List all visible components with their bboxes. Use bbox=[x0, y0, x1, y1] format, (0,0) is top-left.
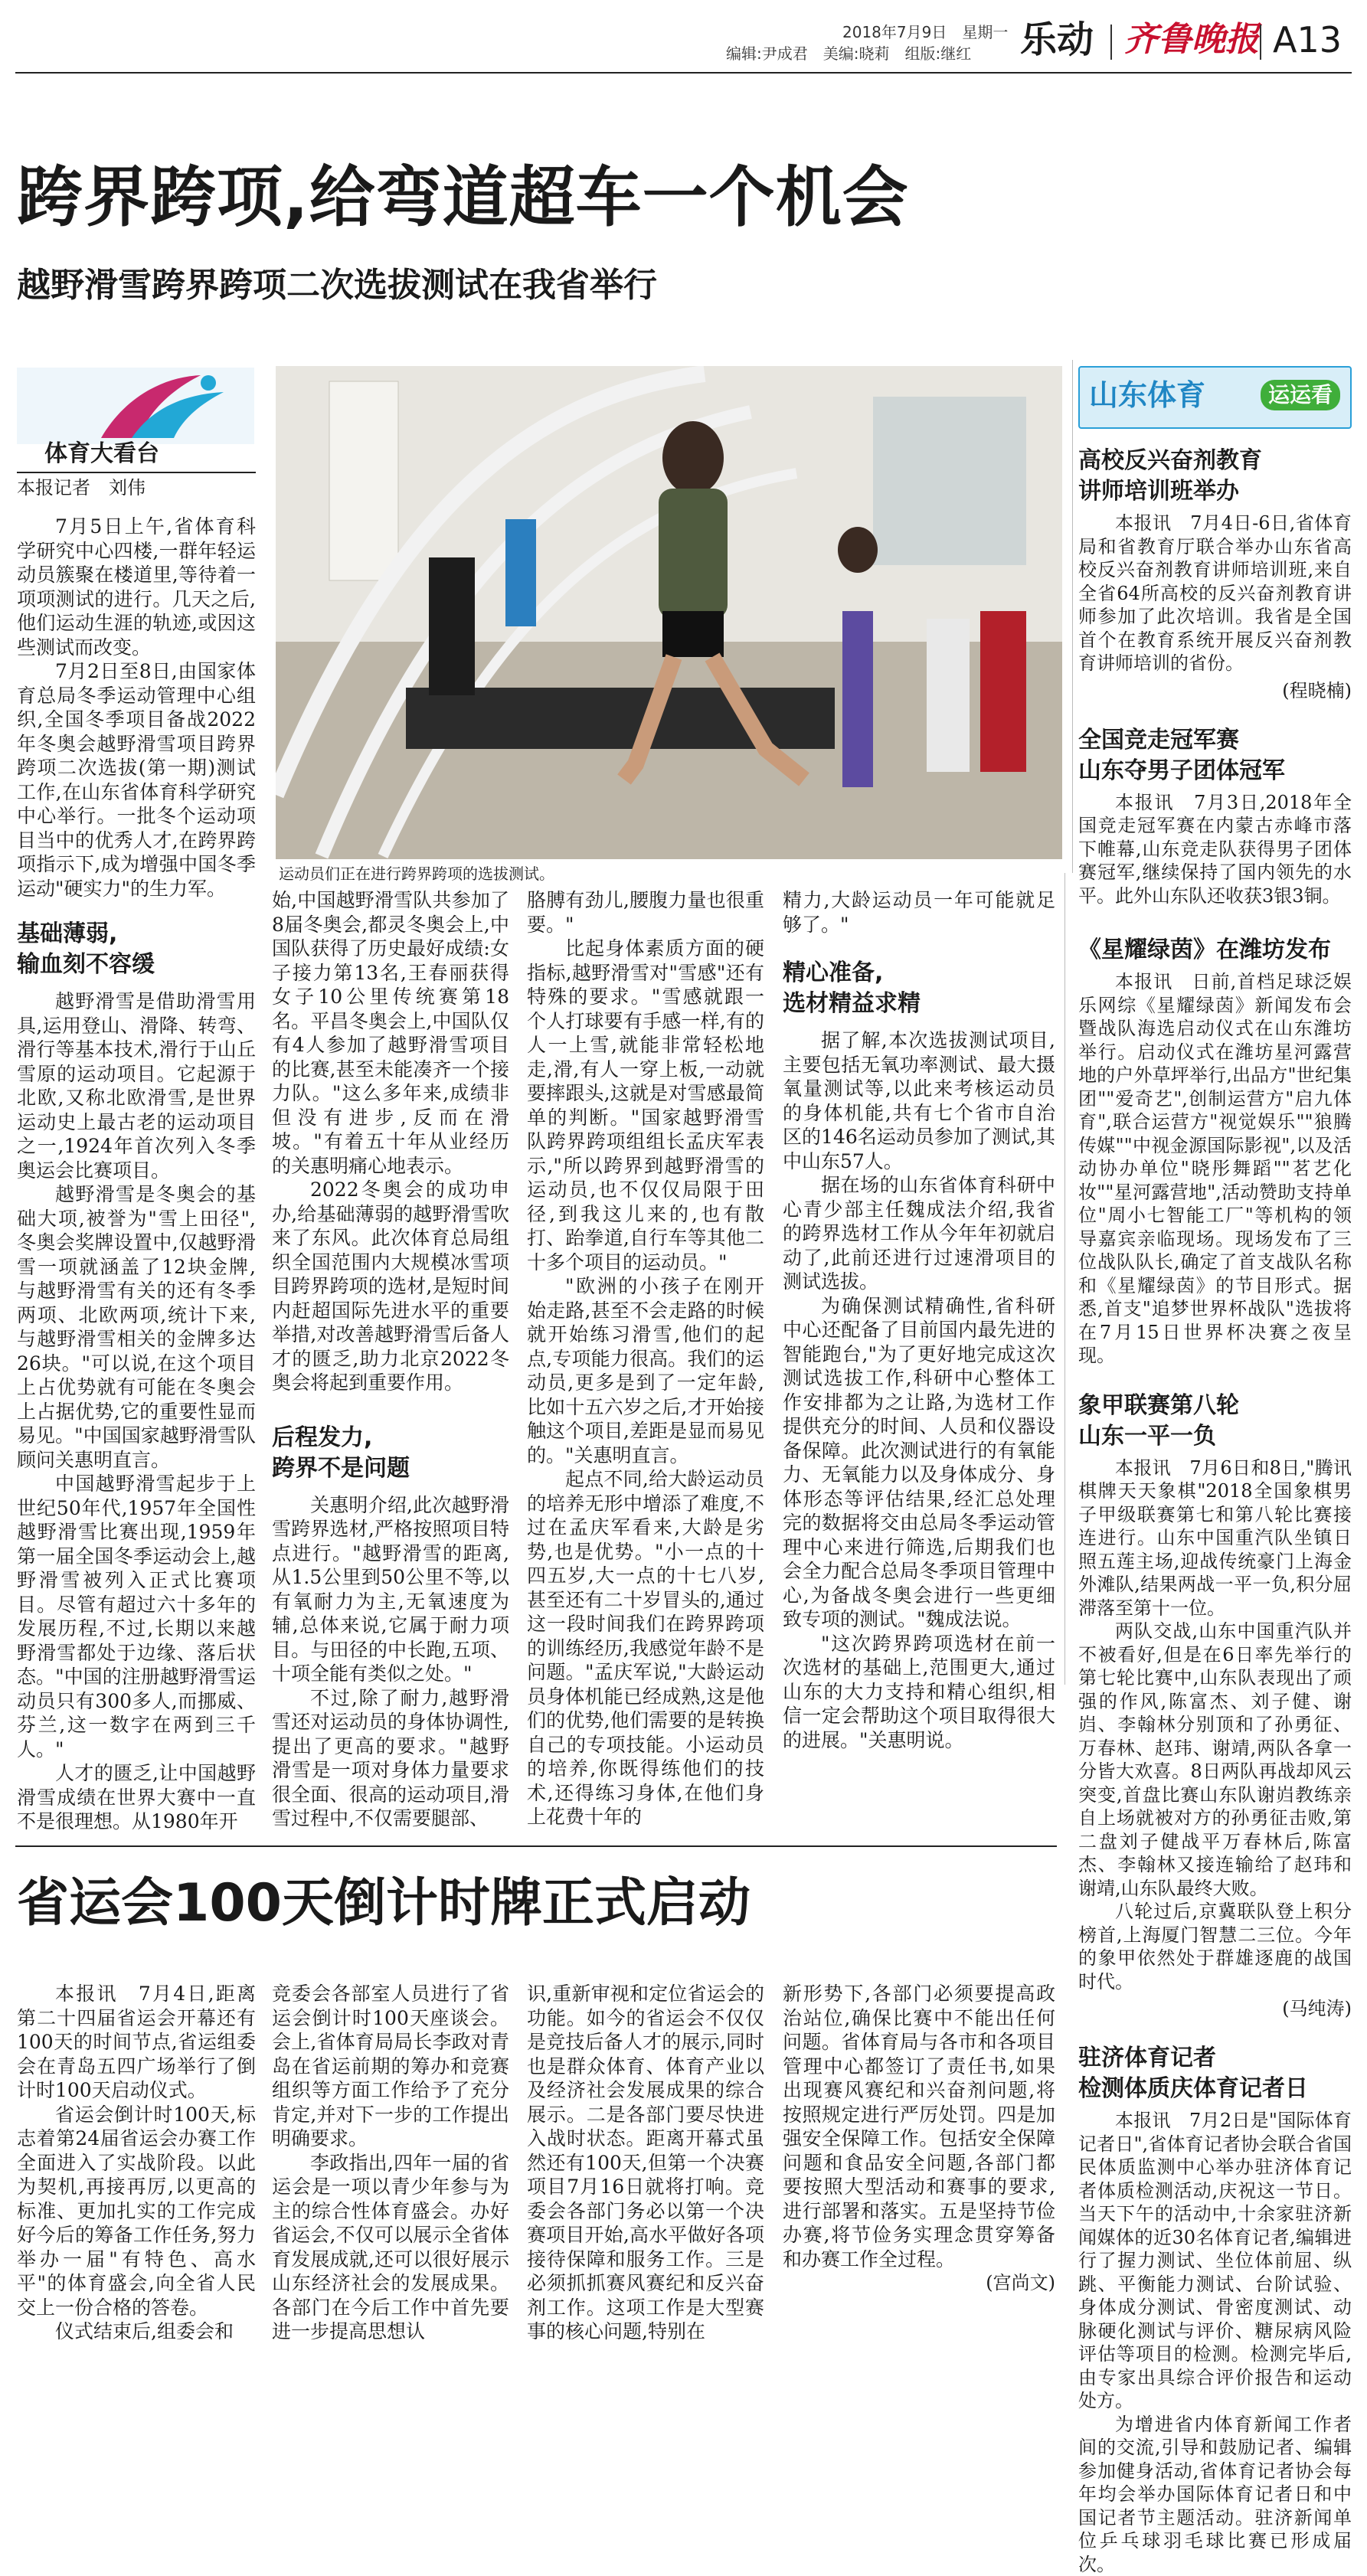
paragraph: 2022冬奥会的成功申办,给基础薄弱的越野滑雪吹来了东风。此次体育总局组织全国范围内大规模冰雪项目跨界跨项的选材,是短时间内赶超国际先进水平的重要举措,对改善越野滑雪后备人才的匮乏,助力北京2022冬奥会将起到重要作用。 bbox=[272, 1178, 509, 1395]
bottom-col1 bbox=[17, 1982, 256, 2344]
top-col2 bbox=[272, 888, 509, 1831]
paragraph: 本报讯 7月6日和8日,"腾讯棋牌天天象棋"2018全国象棋男子甲级联赛第七和第八轮比赛接连进行。山东中国重汽队坐镇日照五莲主场,迎战传统豪门上海金外滩队,结果两战一平一负,积分屈滞落至第十一位。 bbox=[1078, 1456, 1352, 1620]
paragraph: 中国越野滑雪起步于上世纪50年代,1957年全国性越野滑雪比赛出现,1959年第一届全国冬季运动会上,越野滑雪被列入正式比赛项目。尽管有超过六十多年的发展历程,不过,长期以来越野滑雪都处于边缘、落后状态。"中国的注册越野滑雪运动员只有300多人,而挪威、芬兰,这一数字在两到三千人。" bbox=[17, 1472, 256, 1761]
paragraph: 关惠明介绍,此次越野滑雪跨界选材,严格按照项目特点进行。"越野滑雪的距离,从1.5公里到50公里不等,以有氧耐力为主,无氧速度为辅,总体来说,它属于耐力项目。与田径的中长跑,五项、十项全能有类似之处。" bbox=[272, 1493, 509, 1686]
subhead-2: 后程发力, 跨界不是问题 bbox=[272, 1423, 509, 1484]
subhead-1: 基础薄弱, 输血刻不容缓 bbox=[17, 919, 256, 980]
bottom-headline: 省运会100天倒计时牌正式启动 bbox=[17, 1873, 751, 1934]
sidebar bbox=[1078, 366, 1352, 2576]
paragraph: 本报讯 7月3日,2018年全国竞走冠军赛在内蒙古赤峰市落下帷幕,山东竞走队获得男子团体赛冠军,继续保持了国内领先的水平。此外山东队还收获3银3铜。 bbox=[1078, 791, 1352, 908]
sidebar-banner-badge: 运运看 bbox=[1261, 380, 1340, 410]
top-col1-intro bbox=[17, 515, 256, 901]
masthead-date: 2018年7月9日 星期一 bbox=[842, 20, 1008, 42]
paragraph: "这次跨界跨项选材在前一次选材的基础上,范围更大,通过山东的大力支持和精心组织,相信一定会帮助这个项目取得很大的进展。"关惠明说。 bbox=[783, 1632, 1055, 1753]
paragraph: 据了解,本次选拔测试项目,主要包括无氧功率测试、最大摄氧量测试等,以此来考核运动员的身体机能,共有七个省市自治区的146名运动员参加了测试,其中山东57人。 bbox=[783, 1028, 1055, 1173]
paragraph: 不过,除了耐力,越野滑雪还对运动员的身体协调性,提出了更高的要求。"越野滑雪是一项对身体力量要求很全面、很高的运动项目,滑雪过程中,不仅需要腿部、 bbox=[272, 1686, 509, 1831]
sidebar-item bbox=[1078, 446, 1352, 702]
top-headline: 跨界跨项,给弯道超车一个机会 bbox=[17, 159, 909, 236]
column-logo bbox=[17, 368, 254, 467]
paragraph: 为增进省内体育新闻工作者间的交流,引导和鼓励记者、编辑参加健身活动,省体育记者协会每年均会举办国际体育记者日和中国记者节主题活动。驻济新闻单位乒乓球羽毛球比赛已形成届次。 bbox=[1078, 2413, 1352, 2576]
column-logo-label: 体育大看台 bbox=[44, 441, 159, 467]
bottom-story-rule bbox=[15, 1845, 1057, 1847]
paragraph: 识,重新审视和定位省运会的功能。如今的省运会不仅仅是竞技后备人才的展示,同时也是群众体育、体育产业以及经济社会发展成果的综合展示。二是各部门要尽快进入战时状态。距离开幕式虽然还有100天,但第一个决赛项目7月16日就将打响。竞委会各部门务必以第一个决赛项目开始,高水平做好各项接待保障和服务工作。三是必须抓抓赛风赛纪和反兴奋剂工作。这项工作是大型赛事的核心问题,特别在 bbox=[527, 1982, 764, 2344]
top-col4 bbox=[783, 888, 1055, 1752]
masthead-rule bbox=[15, 72, 1352, 74]
sidebar-item-title: 象甲联赛第八轮 山东一平一负 bbox=[1078, 1391, 1352, 1452]
sidebar-banner bbox=[1078, 366, 1352, 429]
sidebar-banner-title: 山东体育 bbox=[1089, 377, 1205, 414]
sidebar-item-signature: (马纯涛) bbox=[1078, 1993, 1352, 2020]
paragraph: 人才的匮乏,让中国越野滑雪成绩在世界大赛中一直不是很理想。从1980年开 bbox=[17, 1761, 256, 1834]
paragraph: 起点不同,给大龄运动员的培养无形中增添了难度,不过在孟庆军看来,大龄是劣势,也是优势。"小一点的十四五岁,大一点的十七八岁,甚至还有二十岁冒头的,通过这一段时间我们在跨界跨项的训练经历,我感觉年龄不是问题。"孟庆军说,"大龄运动员身体机能已经成熟,这是他们的优势,他们需要的是转换自己的专项技能。小运动员的培养,你既得练他们的技术,还得练习身体,在他们身上花费十年的 bbox=[527, 1467, 764, 1829]
top-photo bbox=[276, 366, 1062, 859]
masthead-divider-2 bbox=[1260, 25, 1261, 60]
bottom-col2 bbox=[272, 1982, 509, 2344]
paragraph: 两队交战,山东中国重汽队并不被看好,但是在6日率先举行的第七轮比赛中,山东队表现出了顽强的作风,陈富杰、刘子健、谢岿、李翰林分别顶和了孙勇征、万春林、赵玮、谢靖,两队各拿一分皆大欢喜。8日两队再战却风云突变,首盘比赛山东队谢岿教练亲自上场就被对方的孙勇征击败,第二盘刘子健战平万春林后,陈富杰、李翰林又接连输给了赵玮和谢靖,山东队最终大败。 bbox=[1078, 1620, 1352, 1900]
paragraph: 7月2日至8日,由国家体育总局冬季运动管理中心组织,全国冬季项目备战2022年冬奥会越野滑雪项目跨界跨项二次选拔(第一期)测试工作,在山东省体育科学研究中心举行。一批冬个运动项目当中的优秀人才,在跨界跨项指示下,成为增强中国冬季运动"硬实力"的生力军。 bbox=[17, 659, 256, 901]
sidebar-divider-top bbox=[1072, 360, 1073, 873]
bottom-col4 bbox=[783, 1982, 1055, 2296]
top-subheadline: 越野滑雪跨界跨项二次选拔测试在我省举行 bbox=[17, 265, 657, 306]
paragraph: 仪式结束后,组委会和 bbox=[17, 2319, 256, 2344]
paragraph: 竞委会各部室人员进行了省运会倒计时100天座谈会。会上,省体育局局长李政对青岛在省运前期的筹办和竞赛组织等方面工作给予了充分肯定,并对下一步的工作提出明确要求。 bbox=[272, 1982, 509, 2151]
sidebar-item bbox=[1078, 2043, 1352, 2576]
paragraph: 7月5日上午,省体育科学研究中心四楼,一群年轻运动员簇聚在楼道里,等待着一项项测试的进行。几天之后,他们运动生涯的轨迹,或因这些测试而改变。 bbox=[17, 515, 256, 659]
paragraph: 为确保测试精确性,省科研中心还配备了目前国内最先进的智能跑台,"为了更好地完成这次测试选拔工作,科研中心整体工作安排都为之让路,为选材工作提供充分的时间、人员和仪器设备保障。此次测试进行的有氧能力、无氧能力以及身体成分、身体形态等评估结果,经汇总处理完的数据将交由总局冬季运动管理中心来进行筛选,后期我们也会全力配合总局冬季项目管理中心,为备战冬奥会进行一些更细致专项的测试。"魏成法说。 bbox=[783, 1294, 1055, 1632]
photo-caption: 运动员们正在进行跨界跨项的选拔测试。 bbox=[279, 864, 554, 884]
sidebar-divider bbox=[1064, 873, 1065, 1685]
paragraph: 精力,大龄运动员一年可能就足够了。" bbox=[783, 888, 1055, 937]
paragraph: 新形势下,各部门必须要提高政治站位,确保比赛中不能出任何问题。省体育局与各市和各项目管理中心都签订了责任书,如果出现赛风赛纪和兴奋剂问题,将按照规定进行严厉处罚。四是加强安全保障工作。包括安全保障问题和食品安全问题,各部门都要按照大型活动和赛事的要求,进行部署和落实。五是坚持节俭办赛,将节俭务实理念贯穿筹备和办赛工作全过程。 bbox=[783, 1982, 1055, 2271]
paragraph: "欧洲的小孩子在刚开始走路,甚至不会走路的时候就开始练习滑雪,他们的起点,专项能力很高。我们的运动员,更多是到了一定年龄,比如十五六岁之后,才开始接触这个项目,差距是显而易见的。"关惠明直言。 bbox=[527, 1274, 764, 1467]
sidebar-item bbox=[1078, 1391, 1352, 2021]
subhead-3: 精心准备, 选材精益求精 bbox=[783, 958, 1055, 1019]
paragraph: 八轮过后,京冀联队登上积分榜首,上海厦门智慧二三位。今年的象甲依然处于群雄逐鹿的战国时代。 bbox=[1078, 1900, 1352, 1993]
paragraph: 本报讯 7月2日是"国际体育记者日",省体育记者协会联合省国民体质监测中心举办驻济体育记者体质检测活动,庆祝这一节日。当天下午的活动中,十余家驻济新闻媒体的近30名体育记者,编辑进行了握力测试、坐位体前屈、纵跳、平衡能力测试、台阶试验、身体成分测试、骨密度测试、动脉硬化测试与评价、糖尿病风险评估等项目的检测。检测完毕后,由专家出具综合评价报告和运动处方。 bbox=[1078, 2109, 1352, 2413]
masthead-divider-1 bbox=[1110, 25, 1112, 60]
top-byline: 本报记者 刘伟 bbox=[17, 476, 146, 499]
paragraph: 本报讯 7月4日-6日,省体育局和省教育厅联合举办山东省高校反兴奋剂教育讲师培训班,来自全省64所高校的反兴奋剂教育讲师参加了此次培训。我省是全国首个在教育系统开展反兴奋剂教育讲师培训的省份。 bbox=[1078, 512, 1352, 675]
sidebar-item-title: 《星耀绿茵》在潍坊发布 bbox=[1078, 935, 1352, 966]
masthead-section: 乐动 bbox=[1020, 18, 1094, 61]
paragraph: 据在场的山东省体育科研中心青少部主任魏成法介绍,我省的跨界选材工作从今年年初就启动了,此前还进行过速滑项目的测试选拔。 bbox=[783, 1173, 1055, 1294]
masthead bbox=[0, 0, 1367, 77]
bottom-col3 bbox=[527, 1982, 764, 2344]
sidebar-item bbox=[1078, 725, 1352, 908]
paragraph: 省运会倒计时100天,标志着第24届省运会办赛工作全面进入了实战阶段。以此为契机,再接再厉,以更高的标准、更加扎实的工作完成好今后的筹备工作任务,努力举办一届"有特色、高水平"的体育盛会,向全省人民交上一份合格的答卷。 bbox=[17, 2103, 256, 2320]
byline-rule bbox=[17, 472, 256, 473]
masthead-editors: 编辑:尹成君 美编:晓莉 组版:继红 bbox=[726, 41, 971, 64]
sidebar-item-title: 全国竞走冠军赛 山东夺男子团体冠军 bbox=[1078, 725, 1352, 786]
paper-logo: 齐鲁晚报 bbox=[1124, 20, 1259, 60]
paragraph: 始,中国越野滑雪队共参加了8届冬奥会,都灵冬奥会上,中国队获得了历史最好成绩:女子接力第13名,王春丽获得女子10公里传统赛第18名。平昌冬奥会上,中国队仅有4人参加了越野滑雪项目的比赛,甚至未能凑齐一个接力队。"这么多年来,成绩非但没有进步,反而在滑坡。"有着五十年从业经历的关惠明痛心地表示。 bbox=[272, 888, 509, 1178]
column-logo-icon bbox=[17, 368, 254, 444]
paragraph: 本报讯 日前,首档足球泛娱乐网综《星耀绿茵》新闻发布会暨战队海选启动仪式在山东潍坊举行。启动仪式在潍坊星河露营地的户外草坪举行,出品方"世纪集团""爱奇艺",创制运营方"启九体育",联合运营方"视觉娱乐""狼腾传媒""中视金源国际影视",以及活动协办单位"晓彤舞蹈""茗艺化妆""星河露营地",活动赞助支持单位"周小七智能工厂"等机构的领导嘉宾亲临现场。现场发布了三位战队队长,确定了首支战队名称和《星耀绿茵》的节目形式。据悉,首支"追梦世界杯战队"选拔将在7月15日世界杯决赛之夜呈现。 bbox=[1078, 970, 1352, 1368]
page-code: A13 bbox=[1273, 18, 1342, 61]
paragraph: 越野滑雪是借助滑雪用具,运用登山、滑降、转弯、滑行等基本技术,滑行于山丘雪原的运动项目。它起源于北欧,又称北欧滑雪,是世界运动史上最古老的运动项目之一,1924年首次列入冬季奥运会比赛项目。 bbox=[17, 989, 256, 1182]
top-col3 bbox=[527, 888, 764, 1829]
athlete-treadmill-photo bbox=[276, 366, 1062, 859]
top-col1 bbox=[17, 919, 256, 1834]
sidebar-item-signature: (程晓楠) bbox=[1078, 675, 1352, 702]
sidebar-item-title: 驻济体育记者 检测体质庆体育记者日 bbox=[1078, 2043, 1352, 2104]
sidebar-item-title: 高校反兴奋剂教育 讲师培训班举办 bbox=[1078, 446, 1352, 507]
paragraph: 比起身体素质方面的硬指标,越野滑雪对"雪感"还有特殊的要求。"雪感就跟一个人打球要有手感一样,有的人一上雪,就能非常轻松地走,滑,有人一穿上板,一动就要摔跟头,这就是对雪感最简单的判断。"国家越野滑雪队跨界跨项组组长孟庆军表示,"所以跨界到越野滑雪的运动员,也不仅仅局限于田径,到我这儿来的,也有散打、跆拳道,自行车等其他二十多个项目的运动员。" bbox=[527, 937, 764, 1274]
paragraph: 李政指出,四年一届的省运会是一项以青少年参与为主的综合性体育盛会。办好省运会,不仅可以展示全省体育发展成就,还可以很好展示山东经济社会的发展成果。各部门在今后工作中首先要进一步提高思想认 bbox=[272, 2151, 509, 2344]
bottom-signature: (宫尚文) bbox=[783, 2271, 1055, 2296]
paragraph: 胳膊有劲儿,腰腹力量也很重要。" bbox=[527, 888, 764, 937]
paragraph: 本报讯 7月4日,距离第二十四届省运会开幕还有100天的时间节点,省运组委会在青岛五四广场举行了倒计时100天启动仪式。 bbox=[17, 1982, 256, 2103]
sidebar-item bbox=[1078, 935, 1352, 1368]
paragraph: 越野滑雪是冬奥会的基础大项,被誉为"雪上田径",冬奥会奖牌设置中,仅越野滑雪一项就涵盖了12块金牌,与越野滑雪有关的还有冬季两项、北欧两项,统计下来,与越野滑雪相关的金牌多达26块。"可以说,在这个项目上占优势就有可能在冬奥会上占据优势,它的重要性显而易见。"中国国家越野滑雪队顾问关惠明直言。 bbox=[17, 1182, 256, 1472]
